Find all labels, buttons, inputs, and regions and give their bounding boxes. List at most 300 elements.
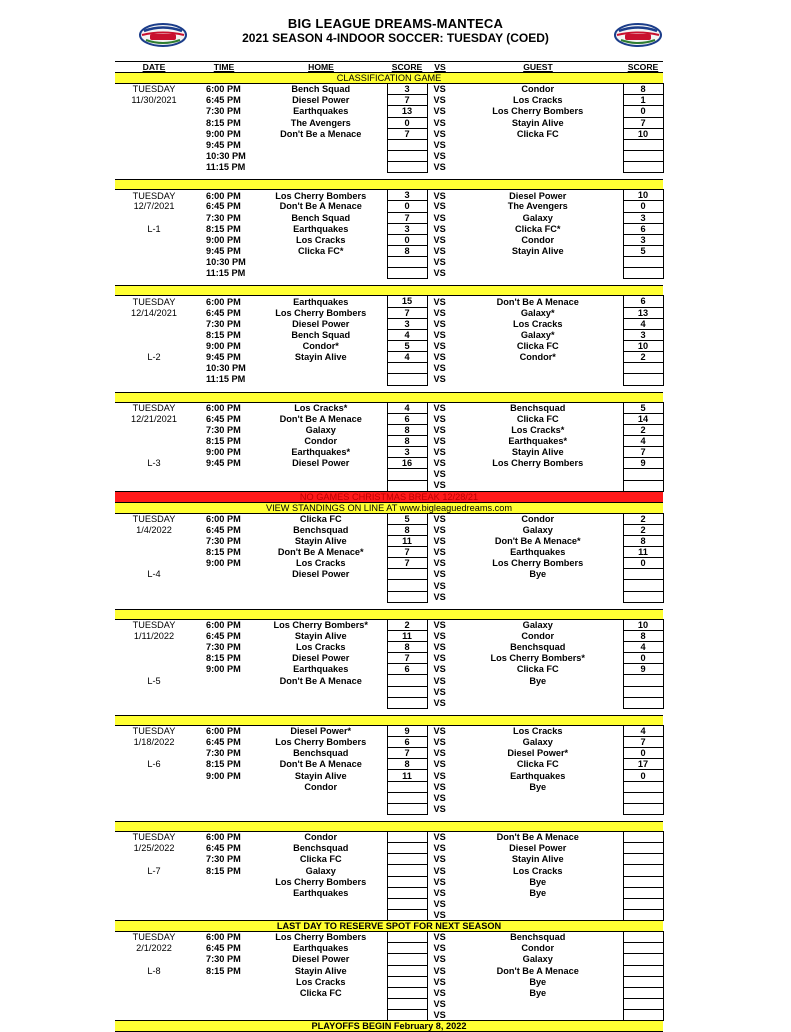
guest-team-cell: [453, 268, 623, 279]
home-score-cell: 7: [387, 95, 427, 106]
home-score-cell: [387, 374, 427, 385]
home-score-cell: [387, 832, 427, 843]
time-cell: 11:15 PM: [206, 268, 246, 279]
guest-team-cell: Benchsquad: [510, 402, 566, 413]
table-row: [115, 781, 663, 792]
home-team-cell: Benchsquad: [293, 843, 349, 854]
guest-team-cell: Clicka FC*: [515, 223, 561, 234]
home-team-cell: Clicka FC: [299, 854, 342, 865]
vs-cell: VS: [433, 803, 446, 814]
date-cell: [115, 150, 193, 161]
date-cell: [115, 257, 193, 268]
guest-team-cell: [453, 792, 623, 803]
table-row: [115, 117, 663, 128]
home-team-cell: Los Cracks: [295, 642, 346, 653]
vs-cell: VS: [433, 318, 446, 329]
table-row: [115, 329, 663, 340]
guest-score-cell: 2: [623, 424, 663, 435]
table-row: [115, 737, 663, 748]
date-cell: [115, 792, 193, 803]
guest-score-cell: [623, 162, 663, 173]
time-cell: 7:30 PM: [206, 748, 241, 759]
column-header-guest-score: SCORE: [627, 62, 659, 73]
guest-team-cell: [453, 580, 623, 591]
date-cell: [115, 887, 193, 898]
home-score-cell: 4: [387, 352, 427, 363]
guest-team-cell: Clicka FC: [516, 413, 559, 424]
guest-score-cell: 7: [623, 737, 663, 748]
guest-score-cell: [623, 887, 663, 898]
home-score-cell: [387, 363, 427, 374]
vs-cell: VS: [433, 374, 446, 385]
vs-cell: VS: [433, 832, 446, 843]
time-cell: 6:00 PM: [206, 190, 241, 201]
home-team-cell: Earthquakes: [293, 223, 349, 234]
date-cell: [115, 268, 193, 279]
spacer-cell: [115, 815, 663, 822]
guest-score-cell: [623, 998, 663, 1009]
guest-team-cell: Don't Be A Menace: [496, 965, 579, 976]
banner-text: [115, 392, 663, 402]
table-row: [115, 413, 663, 424]
guest-score-cell: [623, 150, 663, 161]
time-cell: 7:30 PM: [206, 318, 241, 329]
guest-score-cell: 4: [623, 642, 663, 653]
vs-cell: VS: [433, 151, 446, 162]
home-team-cell: Los Cherry Bombers*: [273, 620, 368, 631]
vs-cell: VS: [433, 341, 446, 352]
vs-cell: VS: [433, 436, 446, 446]
table-row: [115, 865, 663, 876]
table-row: [115, 340, 663, 351]
date-cell: [115, 697, 193, 708]
table-row: [115, 268, 663, 279]
home-team-cell: [255, 898, 387, 909]
time-cell: [193, 781, 255, 792]
time-cell: 9:00 PM: [206, 664, 241, 675]
time-cell: 6:00 PM: [206, 402, 241, 413]
date-cell: [115, 435, 193, 446]
guest-score-cell: 0: [623, 770, 663, 781]
table-row: [115, 954, 663, 965]
date-cell: L-7: [147, 865, 161, 876]
table-row: [115, 675, 663, 686]
date-cell: [115, 117, 193, 128]
guest-team-cell: Condor: [521, 630, 555, 641]
spacer-cell: [115, 708, 663, 715]
date-cell: [115, 447, 193, 458]
guest-team-cell: Condor: [521, 513, 555, 524]
guest-score-cell: 17: [623, 759, 663, 770]
date-cell: 12/21/2021: [131, 413, 177, 424]
vs-cell: VS: [433, 117, 446, 128]
home-team-cell: Stayin Alive: [294, 965, 347, 976]
guest-team-cell: [453, 469, 623, 480]
guest-team-cell: Los Cracks: [512, 865, 563, 876]
vs-cell: VS: [433, 84, 446, 95]
date-cell: [115, 898, 193, 909]
home-score-cell: 4: [387, 329, 427, 340]
table-row: [115, 910, 663, 921]
date-cell: [115, 558, 193, 569]
vs-cell: VS: [433, 128, 446, 139]
table-row: [115, 296, 663, 307]
table-row: [115, 580, 663, 591]
guest-score-cell: [623, 580, 663, 591]
guest-team-cell: The Avengers: [507, 201, 568, 212]
date-cell: TUESDAY: [132, 190, 176, 201]
home-team-cell: [255, 910, 387, 921]
table-row: [115, 630, 663, 641]
table-row: [115, 84, 663, 95]
vs-cell: VS: [433, 843, 446, 854]
guest-team-cell: [453, 1010, 623, 1021]
guest-score-cell: [623, 876, 663, 887]
time-cell: 9:00 PM: [206, 128, 241, 139]
vs-cell: VS: [433, 781, 446, 792]
time-cell: 7:30 PM: [206, 424, 241, 435]
home-team-cell: Earthquakes: [293, 106, 349, 117]
home-score-cell: [387, 887, 427, 898]
table-row: [115, 435, 663, 446]
page-subtitle: 2021 SEASON 4-INDOOR SOCCER: TUESDAY (COED): [242, 31, 549, 45]
table-row: [115, 223, 663, 234]
guest-team-cell: [453, 803, 623, 814]
time-cell: 8:15 PM: [206, 965, 241, 976]
table-row: [115, 547, 663, 558]
column-header-guest: GUEST: [523, 62, 553, 73]
table-row: [115, 374, 663, 385]
guest-score-cell: 9: [623, 458, 663, 469]
guest-team-cell: Diesel Power: [509, 843, 567, 854]
vs-cell: VS: [433, 569, 446, 580]
table-row: [115, 1010, 663, 1021]
home-team-cell: Don't Be a Menace: [280, 128, 362, 139]
vs-cell: VS: [433, 413, 446, 424]
home-team-cell: Los Cherry Bombers: [275, 190, 367, 201]
home-score-cell: 7: [387, 558, 427, 569]
date-cell: TUESDAY: [132, 513, 176, 524]
home-team-cell: Clicka FC: [299, 987, 342, 998]
home-team-cell: Diesel Power: [292, 318, 350, 329]
guest-team-cell: Clicka FC: [516, 128, 559, 139]
home-score-cell: 5: [387, 513, 427, 524]
time-cell: 6:00 PM: [206, 832, 241, 843]
table-row: [115, 513, 663, 524]
time-cell: [193, 591, 255, 602]
table-row: [115, 447, 663, 458]
guest-team-cell: Stayin Alive: [511, 854, 564, 865]
home-team-cell: Stayin Alive: [294, 352, 347, 363]
time-cell: [193, 469, 255, 480]
home-team-cell: Benchsquad: [293, 524, 349, 535]
table-row: [115, 619, 663, 630]
date-cell: L-3: [147, 458, 161, 469]
guest-team-cell: Galaxy*: [520, 307, 555, 318]
time-cell: [193, 675, 255, 686]
table-row: [115, 424, 663, 435]
guest-score-cell: 4: [623, 435, 663, 446]
vs-cell: VS: [433, 352, 446, 363]
guest-score-cell: [623, 898, 663, 909]
time-cell: 8:15 PM: [206, 547, 241, 558]
table-row: [115, 843, 663, 854]
guest-team-cell: Los Cherry Bombers: [492, 458, 584, 469]
date-cell: L-8: [147, 965, 161, 976]
home-score-cell: 7: [387, 547, 427, 558]
home-team-cell: [255, 580, 387, 591]
home-team-cell: The Avengers: [290, 117, 351, 128]
spacer-cell: [115, 279, 663, 286]
vs-cell: VS: [433, 876, 446, 887]
date-cell: 1/11/2022: [133, 630, 175, 641]
spacer-row: [115, 815, 663, 822]
table-row: [115, 932, 663, 943]
table-row: [115, 257, 663, 268]
home-team-cell: [255, 686, 387, 697]
home-score-cell: 16: [387, 458, 427, 469]
guest-team-cell: [453, 139, 623, 150]
home-team-cell: Stayin Alive: [294, 770, 347, 781]
guest-score-cell: 7: [623, 447, 663, 458]
table-row: [115, 95, 663, 106]
date-cell: L-6: [147, 759, 161, 770]
time-cell: 7:30 PM: [206, 854, 241, 865]
home-team-cell: [255, 998, 387, 1009]
date-cell: [115, 642, 193, 653]
date-cell: [115, 162, 193, 173]
spacer-row: [115, 173, 663, 180]
guest-team-cell: [453, 363, 623, 374]
guest-score-cell: 3: [623, 234, 663, 245]
vs-cell: VS: [433, 909, 446, 920]
guest-team-cell: Diesel Power*: [507, 748, 569, 759]
guest-team-cell: Stayin Alive: [511, 117, 564, 128]
table-row: [115, 887, 663, 898]
guest-score-cell: 2: [623, 513, 663, 524]
guest-score-cell: [623, 965, 663, 976]
vs-cell: VS: [433, 363, 446, 374]
date-cell: 1/4/2022: [136, 524, 172, 535]
table-row: [115, 748, 663, 759]
guest-score-cell: [623, 910, 663, 921]
vs-cell: VS: [433, 139, 446, 150]
banner-text: [115, 715, 663, 725]
home-score-cell: 15: [387, 296, 427, 307]
date-cell: [115, 591, 193, 602]
time-cell: 9:45 PM: [206, 458, 241, 469]
vs-cell: VS: [433, 759, 446, 770]
guest-score-cell: 14: [623, 413, 663, 424]
banner-text: CLASSIFICATION GAME: [115, 73, 663, 84]
time-cell: 10:30 PM: [206, 363, 246, 374]
banner-text: LAST DAY TO RESERVE SPOT FOR NEXT SEASON: [115, 921, 663, 932]
table-row: [115, 697, 663, 708]
home-team-cell: Stayin Alive: [294, 630, 347, 641]
date-cell: 12/7/2021: [133, 201, 175, 212]
home-score-cell: 8: [387, 524, 427, 535]
home-team-cell: Diesel Power: [292, 95, 350, 106]
vs-cell: VS: [433, 642, 446, 653]
home-score-cell: 5: [387, 340, 427, 351]
vs-cell: VS: [433, 223, 446, 234]
time-cell: [193, 580, 255, 591]
home-team-cell: Condor: [304, 436, 338, 446]
time-cell: 8:15 PM: [206, 223, 241, 234]
date-cell: L-5: [147, 675, 161, 686]
guest-team-cell: Stayin Alive: [511, 246, 564, 257]
time-cell: 6:45 PM: [206, 307, 241, 318]
guest-team-cell: Earthquakes: [510, 547, 566, 558]
vs-cell: VS: [433, 424, 446, 435]
home-score-cell: 7: [387, 307, 427, 318]
vs-cell: VS: [433, 1009, 446, 1020]
table-row: [115, 569, 663, 580]
home-score-cell: [387, 150, 427, 161]
vs-cell: VS: [433, 307, 446, 318]
vs-cell: VS: [433, 932, 446, 943]
guest-team-cell: [453, 591, 623, 602]
date-cell: [115, 480, 193, 491]
time-cell: 8:15 PM: [206, 759, 241, 770]
home-team-cell: Diesel Power*: [290, 726, 352, 737]
guest-score-cell: 0: [623, 201, 663, 212]
home-score-cell: 2: [387, 619, 427, 630]
home-team-cell: Los Cherry Bombers: [275, 307, 367, 318]
time-cell: 8:15 PM: [206, 653, 241, 664]
home-score-cell: [387, 257, 427, 268]
vs-cell: VS: [433, 686, 446, 697]
vs-cell: VS: [433, 630, 446, 641]
time-cell: 9:00 PM: [206, 770, 241, 781]
home-score-cell: [387, 139, 427, 150]
home-team-cell: Diesel Power: [292, 458, 350, 469]
home-team-cell: Benchsquad: [293, 748, 349, 759]
date-cell: [115, 340, 193, 351]
table-row: [115, 803, 663, 814]
guest-team-cell: Los Cherry Bombers: [492, 558, 584, 569]
time-cell: [193, 686, 255, 697]
date-cell: L-1: [147, 223, 161, 234]
guest-team-cell: Earthquakes: [510, 770, 566, 781]
time-cell: [193, 910, 255, 921]
table-row: [115, 352, 663, 363]
time-cell: [193, 898, 255, 909]
time-cell: 10:30 PM: [206, 151, 246, 162]
table-row: [115, 854, 663, 865]
guest-score-cell: 10: [623, 619, 663, 630]
home-team-cell: Galaxy: [305, 424, 336, 435]
home-team-cell: Don't Be A Menace*: [277, 547, 364, 558]
time-cell: 9:00 PM: [206, 234, 241, 245]
date-cell: TUESDAY: [132, 84, 176, 95]
guest-score-cell: [623, 139, 663, 150]
banner-text: PLAYOFFS BEGIN February 8, 2022: [115, 1021, 663, 1032]
guest-team-cell: Galaxy: [522, 212, 553, 223]
date-cell: [115, 245, 193, 256]
time-cell: 6:00 PM: [206, 620, 241, 631]
home-team-cell: Condor: [304, 832, 338, 843]
guest-team-cell: Galaxy: [522, 620, 553, 631]
guest-score-cell: [623, 569, 663, 580]
vs-cell: VS: [433, 887, 446, 898]
home-score-cell: 0: [387, 117, 427, 128]
home-score-cell: 11: [387, 630, 427, 641]
guest-score-cell: [623, 976, 663, 987]
guest-score-cell: [623, 781, 663, 792]
date-cell: L-2: [147, 352, 161, 363]
banner-text: [115, 180, 663, 190]
home-team-cell: [255, 162, 387, 173]
home-team-cell: Los Cherry Bombers: [275, 876, 367, 887]
vs-cell: VS: [433, 524, 446, 535]
guest-score-cell: [623, 943, 663, 954]
date-cell: TUESDAY: [132, 402, 176, 413]
guest-score-cell: [623, 268, 663, 279]
vs-cell: VS: [433, 748, 446, 759]
home-team-cell: Bench Squad: [291, 84, 351, 95]
banner-row: [115, 609, 663, 619]
vs-cell: VS: [433, 770, 446, 781]
guest-score-cell: [623, 865, 663, 876]
banner-row: [115, 715, 663, 725]
vs-cell: VS: [433, 987, 446, 998]
date-cell: [115, 128, 193, 139]
date-cell: [115, 976, 193, 987]
home-score-cell: [387, 876, 427, 887]
guest-score-cell: [623, 363, 663, 374]
vs-cell: VS: [433, 162, 446, 173]
vs-cell: VS: [433, 792, 446, 803]
vs-cell: VS: [433, 458, 446, 469]
table-row: [115, 558, 663, 569]
vs-cell: VS: [433, 620, 446, 631]
guest-team-cell: Los Cracks: [512, 95, 563, 106]
spacer-row: [115, 708, 663, 715]
guest-team-cell: Los Cracks: [512, 318, 563, 329]
table-row: [115, 524, 663, 535]
home-team-cell: [255, 363, 387, 374]
table-row: [115, 469, 663, 480]
home-team-cell: Galaxy: [305, 865, 336, 876]
home-team-cell: Stayin Alive: [294, 535, 347, 546]
home-team-cell: Diesel Power: [292, 954, 350, 965]
banner-row: [115, 822, 663, 832]
spacer-row: [115, 602, 663, 609]
guest-team-cell: Don't Be A Menace: [496, 832, 579, 843]
home-score-cell: [387, 686, 427, 697]
home-score-cell: [387, 987, 427, 998]
table-row: [115, 402, 663, 413]
guest-score-cell: [623, 686, 663, 697]
home-team-cell: Diesel Power: [292, 569, 350, 580]
home-score-cell: [387, 910, 427, 921]
table-row: [115, 363, 663, 374]
guest-score-cell: [623, 257, 663, 268]
vs-cell: VS: [433, 865, 446, 876]
home-score-cell: 3: [387, 447, 427, 458]
table-row: [115, 234, 663, 245]
guest-score-cell: 0: [623, 653, 663, 664]
date-cell: [115, 748, 193, 759]
home-score-cell: 3: [387, 223, 427, 234]
table-row: [115, 535, 663, 546]
home-score-cell: [387, 675, 427, 686]
table-row: [115, 245, 663, 256]
vs-cell: VS: [433, 106, 446, 117]
guest-score-cell: 9: [623, 664, 663, 675]
home-team-cell: [255, 257, 387, 268]
